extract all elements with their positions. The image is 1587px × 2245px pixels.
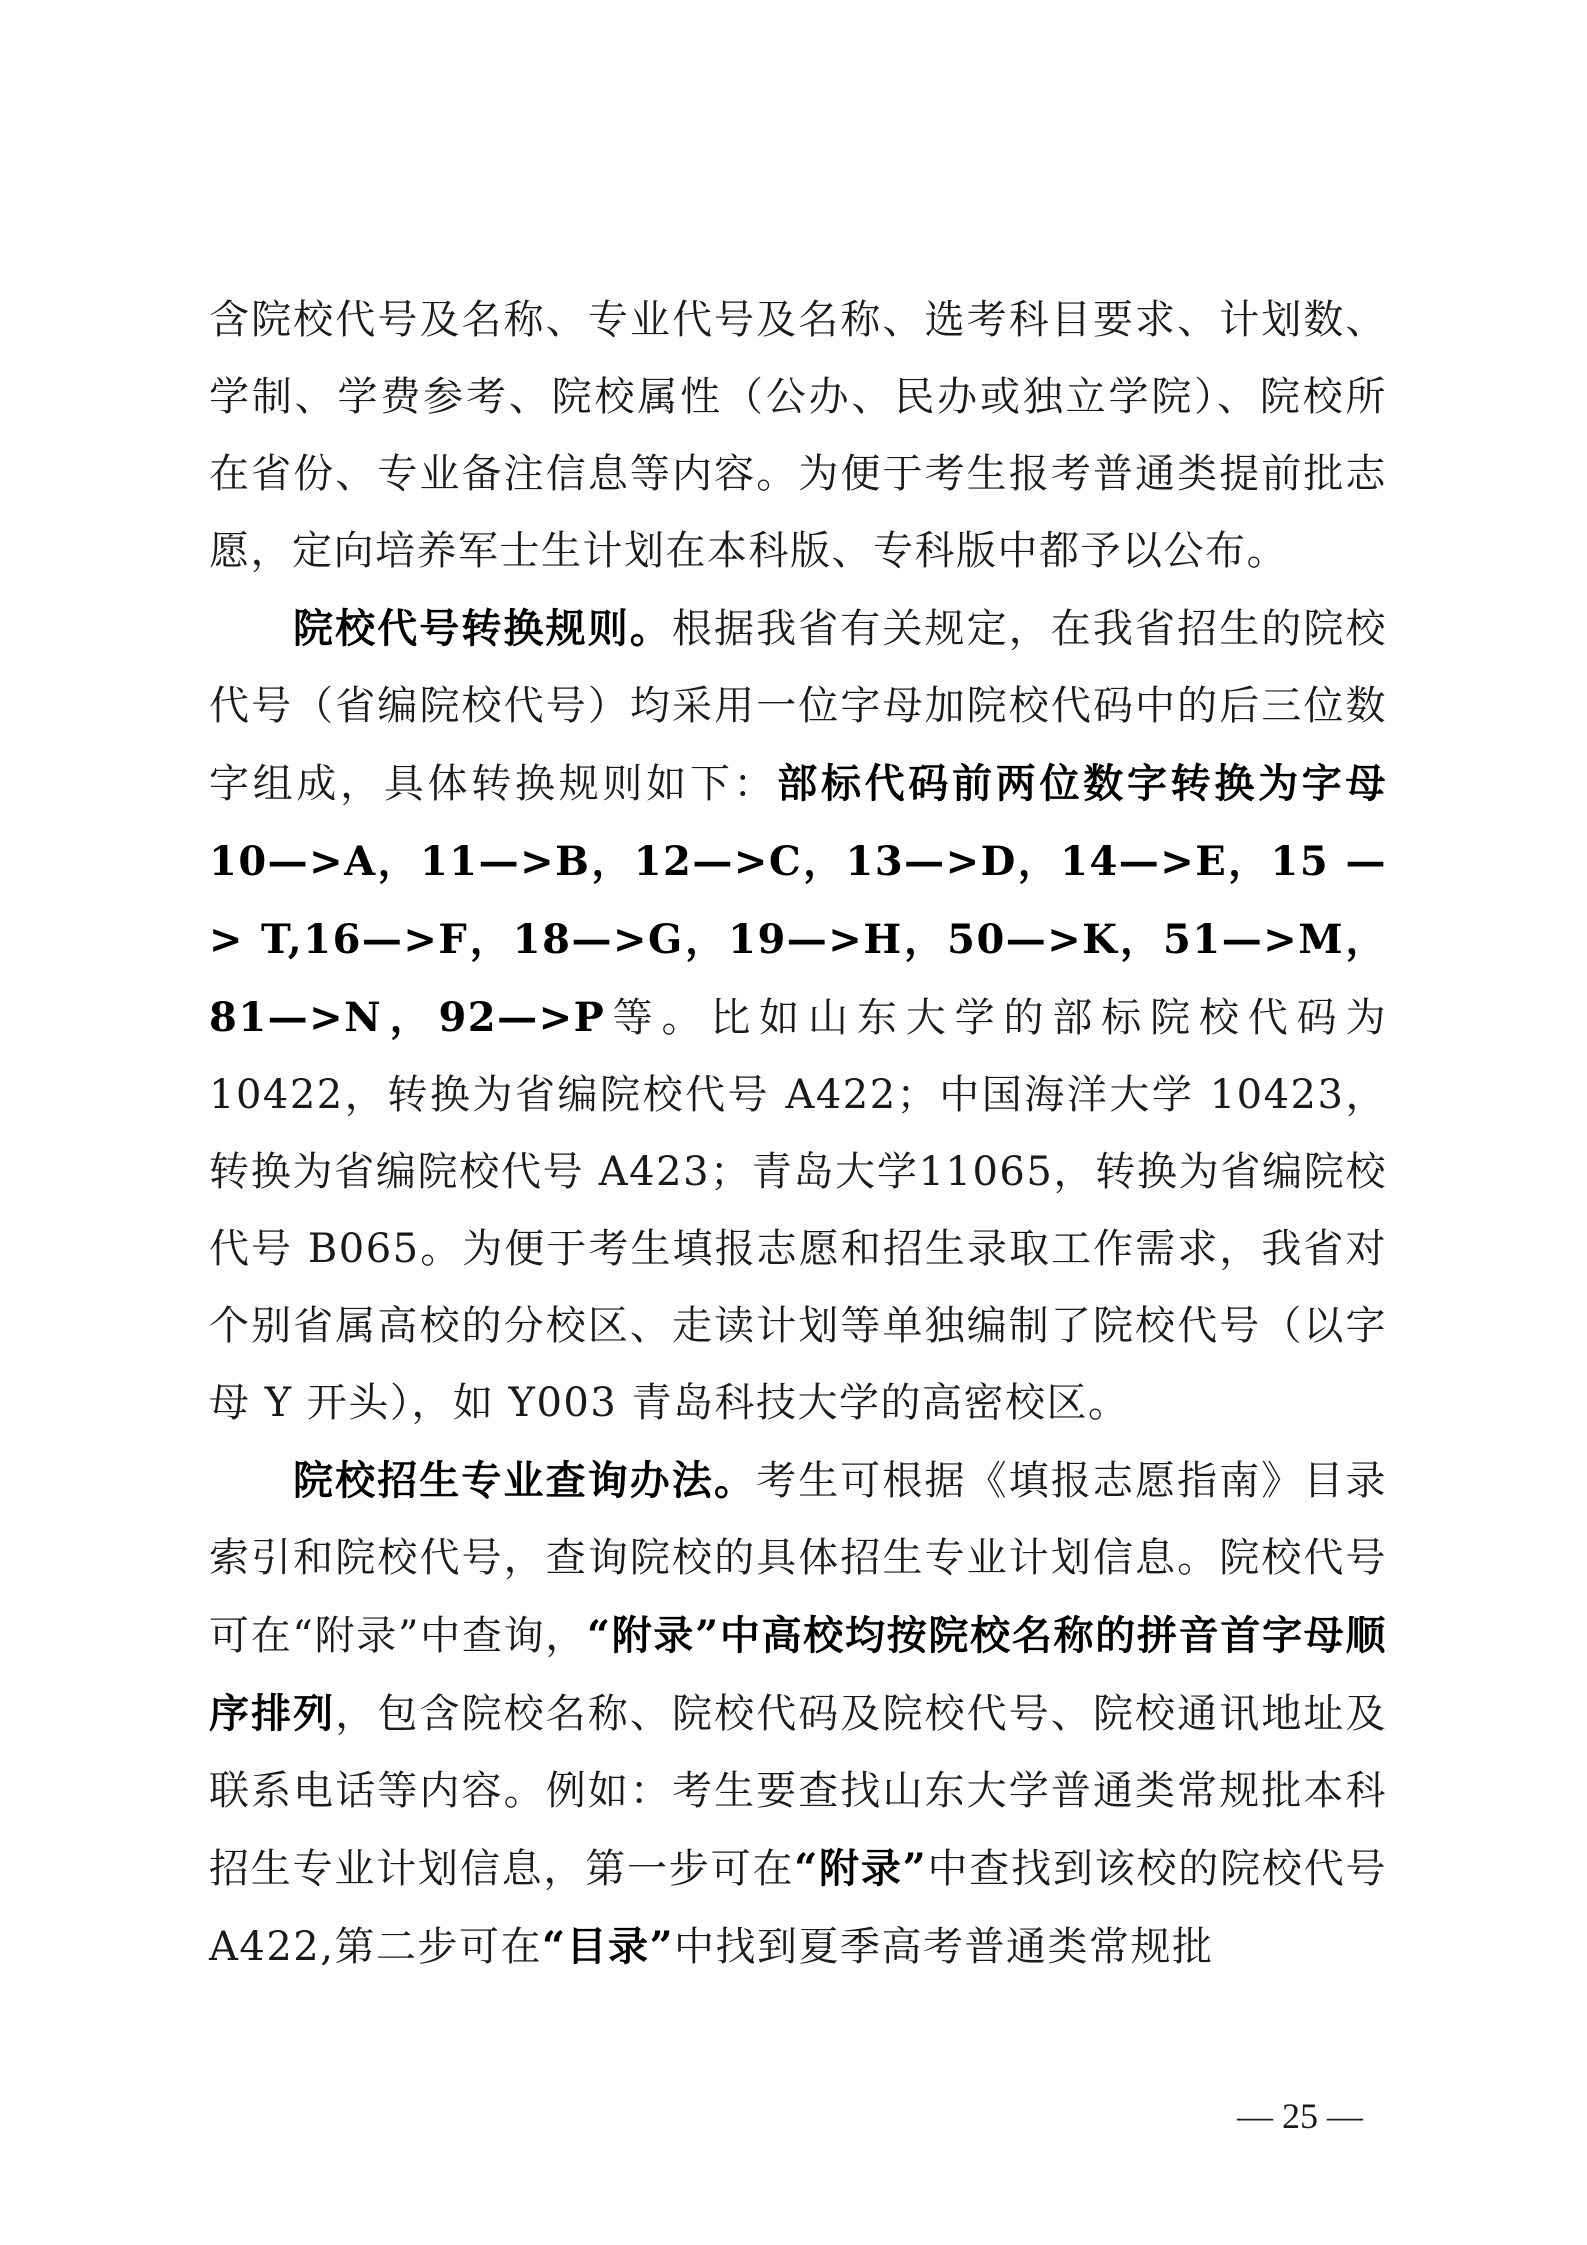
paragraph-code-conversion xyxy=(209,590,1387,1442)
paragraph-major-query xyxy=(209,1442,1387,1986)
paragraph-text: 根据我省有关规定，在我省招生的院校代号（省编院校代号）均采用一位字母加院校代码中的后三位数字组成，具体转换规则如下： xyxy=(209,606,1388,807)
emphasis-text: “附录”中高校均按院校名称的拼音首字母顺序排列 xyxy=(209,1612,1387,1737)
paragraph-text: ，包含院校名称、院校代码及院校代号、院校通讯地址及联系电话等内容。例如：考生要查找山东大学普通类常规批本科招生专业计划信息，第一步可在 xyxy=(209,1691,1388,1892)
conversion-rule-text: 部标代码前两位数字转换为字母10—>A，11—>B，12—>C，13—>D，14—>E，15 —> T,16—>F，18—>G，19—>H，50—>K，51—>M，81—>N，92—>P xyxy=(209,760,1387,1041)
paragraph-text: 中找到夏季高考普通类常规批 xyxy=(673,1924,1214,1970)
paragraph-heading: 院校招生专业查询办法。 xyxy=(293,1457,757,1504)
paragraph-text: 考生可根据《填报志愿指南》目录索引和院校代号，查询院校的具体招生专业计划信息。院校代号可在“附录”中查询， xyxy=(209,1458,1388,1659)
paragraph-text: 中查找到该校的院校代号 A422,第二步可在 xyxy=(209,1846,1388,1970)
page-number: — 25 — xyxy=(1237,2096,1363,2136)
body-text xyxy=(209,282,1387,1986)
paragraph-text: 等。比如山东大学的部标院校代码为 10422，转换为省编院校代号 A422；中国海洋大学 10423，转换为省编院校代号 A423；青岛大学11065，转换为省编院校代号 B065。为便于考生填报志愿和招生录取工作需求，我省对个别省属高校的分校区、走读计划等单独编制了院校代号（以字母 Y 开头），如 Y003 青岛科技大学的高密校区。 xyxy=(209,995,1388,1426)
emphasis-text: “目录” xyxy=(541,1923,674,1970)
paragraph-heading: 院校代号转换规则。 xyxy=(293,605,672,652)
paragraph-text: 含院校代号及名称、专业代号及名称、选考科目要求、计划数、学制、学费参考、院校属性（公办、民办或独立学院）、院校所在省份、专业备注信息等内容。为便于考生报考普通类提前批志愿，定向培养军士生计划在本科版、专科版中都予以公布。 xyxy=(209,297,1387,574)
paragraph-continuation xyxy=(209,282,1387,590)
emphasis-text: “附录” xyxy=(794,1845,928,1892)
